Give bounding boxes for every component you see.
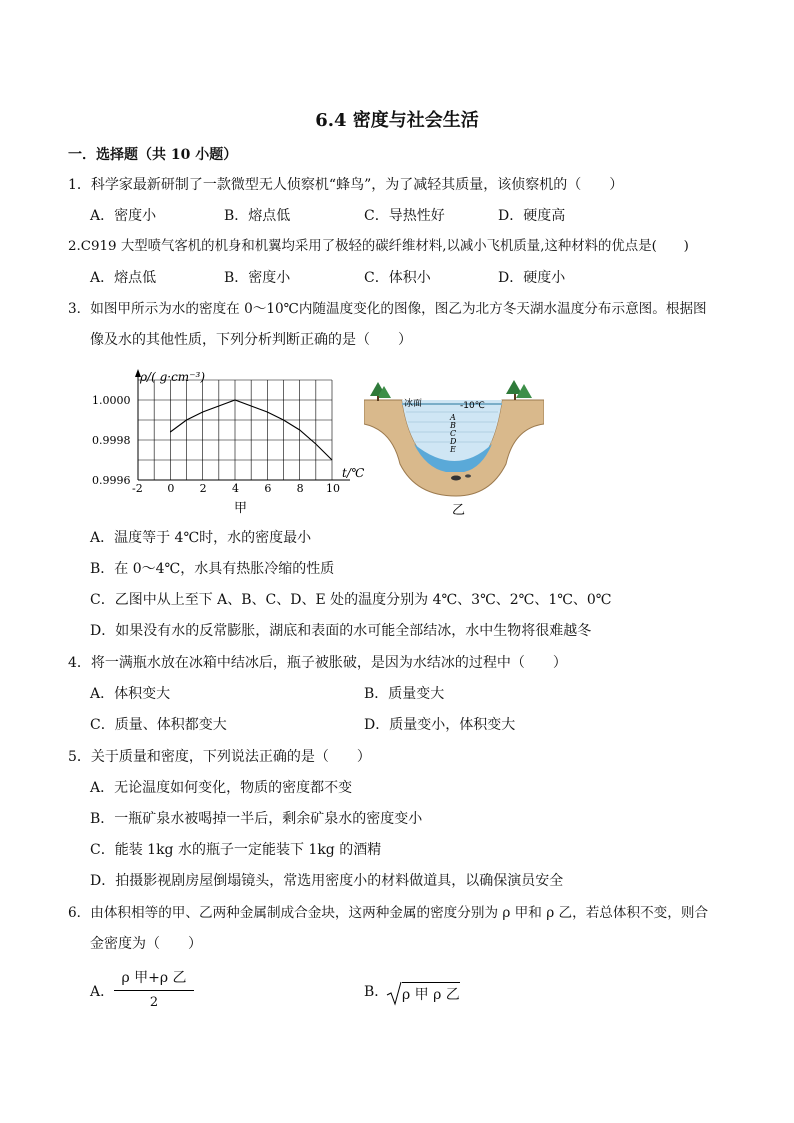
q2-option-d: D．硬度小 xyxy=(498,270,566,286)
q5-option-b: B．一瓶矿泉水被喝掉一半后，剩余矿泉水的密度变小 xyxy=(90,811,423,827)
question-1-stem: 1．科学家最新研制了一款微型无人侦察机“蜂鸟”，为了减轻其质量，该侦察机的（ ） xyxy=(68,177,624,193)
y-tick-label: 0.9996 xyxy=(92,474,131,487)
x-tick-label: 2 xyxy=(199,482,207,495)
tree-right-icon xyxy=(506,380,532,400)
question-5-stem: 5．关于质量和密度，下列说法正确的是（ ） xyxy=(68,749,371,765)
question-2-stem: 2.C919 大型喷气客机的机身和机翼均采用了极轻的碳纤维材料,以减小飞机质量,这种材料的优点是( ) xyxy=(68,239,689,254)
chart-grid xyxy=(138,380,332,480)
fish-icon xyxy=(465,474,471,477)
q3-option-b: B．在 0～4℃，水具有热胀冷缩的性质 xyxy=(90,561,335,577)
x-tick-label: 6 xyxy=(264,482,272,495)
x-tick-label: 10 xyxy=(326,482,340,495)
x-tick-label: 8 xyxy=(296,482,304,495)
q3-option-d: D．如果没有水的反常膨胀，湖底和表面的水可能全部结冰，水中生物将很难越冬 xyxy=(90,623,592,639)
q4-option-d: D．质量变小，体积变大 xyxy=(364,717,516,733)
lake-temperature-diagram xyxy=(364,378,544,520)
question-6-stem-line1: 6．由体积相等的甲、乙两种金属制成合金块，这两种金属的密度分别为 ρ 甲和 ρ 乙，若总体积不变，则合 xyxy=(68,905,709,921)
q1-option-c: C．导热性好 xyxy=(364,208,445,224)
q6-option-a-denominator: 2 xyxy=(149,995,159,1010)
question-6-stem-line2: 金密度为（ ） xyxy=(90,936,202,952)
density-temperature-chart xyxy=(90,366,380,518)
q5-option-d: D．拍摄影视剧房屋倒塌镜头，常选用密度小的材料做道具，以确保演员安全 xyxy=(90,873,564,889)
q6-option-b-label: B． xyxy=(364,984,389,1000)
q5-option-c: C．能装 1kg 水的瓶子一定能装下 1kg 的酒精 xyxy=(90,842,382,858)
ice-label: 冰面 xyxy=(404,399,423,409)
x-axis-label: t/℃ xyxy=(342,466,365,480)
fish-icon xyxy=(451,476,461,481)
x-tick-label: -2 xyxy=(132,482,143,495)
q1-option-d: D．硬度高 xyxy=(498,208,566,224)
question-4-stem: 4．将一满瓶水放在冰箱中结冰后，瓶子被胀破，是因为水结冰的过程中（ ） xyxy=(68,655,567,671)
q6-option-a-label: A． xyxy=(90,984,115,1000)
q1-option-a: A．密度小 xyxy=(90,208,157,224)
page-title: 6.4 密度与社会生活 xyxy=(315,110,479,131)
point-c: C xyxy=(450,429,457,438)
q4-option-a: A．体积变大 xyxy=(90,686,171,702)
x-tick-label: 4 xyxy=(232,482,239,495)
q2-option-b: B．密度小 xyxy=(224,270,291,286)
q6-option-b-expression: ρ 甲 ρ 乙 xyxy=(402,982,460,1005)
q3-option-c: C．乙图中从上至下 A、B、C、D、E 处的温度分别为 4℃、3℃、2℃、1℃、0℃ xyxy=(90,592,612,608)
q4-option-c: C．质量、体积都变大 xyxy=(90,717,227,733)
y-tick-label: 1.0000 xyxy=(92,394,131,407)
point-e: E xyxy=(450,445,456,454)
fig-jia-caption: 甲 xyxy=(234,501,248,516)
question-3-stem-line2: 像及水的其他性质，下列分析判断正确的是（ ） xyxy=(90,332,412,348)
question-3-stem-line1: 3．如图甲所示为水的密度在 0～10℃内随温度变化的图像，图乙为北方冬天湖水温度分布示意图。根据图 xyxy=(68,301,707,317)
air-temp-label: -10℃ xyxy=(460,401,485,411)
section-heading: 一．选择题（共 10 小题） xyxy=(68,147,238,163)
q4-option-b: B．质量变大 xyxy=(364,686,445,702)
point-b: B xyxy=(450,421,456,430)
fraction-bar xyxy=(114,990,194,991)
x-tick-label: 0 xyxy=(167,482,175,495)
q2-option-a: A．熔点低 xyxy=(90,270,157,286)
tree-left-icon xyxy=(370,382,391,401)
q6-option-a-numerator: ρ 甲+ρ 乙 xyxy=(121,970,187,986)
point-d: D xyxy=(450,437,457,446)
y-tick-label: 0.9998 xyxy=(92,434,131,447)
q2-option-c: C．体积小 xyxy=(364,270,431,286)
q3-option-a: A．温度等于 4℃时，水的密度最小 xyxy=(90,530,312,546)
sqrt-icon xyxy=(386,980,402,1006)
y-axis-label: ρ/( g·cm⁻³) xyxy=(140,370,206,384)
fig-yi-caption: 乙 xyxy=(452,503,466,518)
q5-option-a: A．无论温度如何变化，物质的密度都不变 xyxy=(90,780,353,796)
q1-option-b: B．熔点低 xyxy=(224,208,291,224)
point-a: A xyxy=(450,413,456,422)
